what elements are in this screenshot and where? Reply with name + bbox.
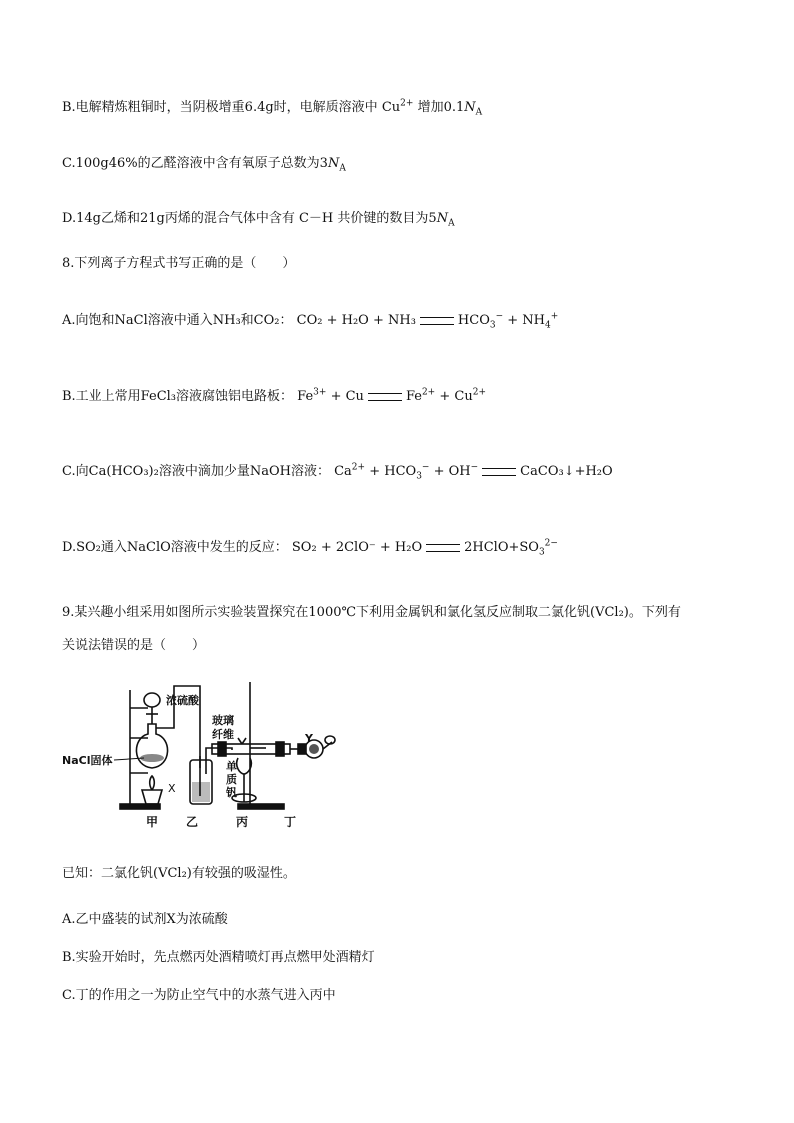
q8-option-c — [62, 462, 613, 482]
q7-option-d-unit: N — [436, 211, 449, 226]
q8-option-a-rhs-1-sub: 3 — [489, 320, 496, 331]
q8-option-d-rhs-1-sub: 3 — [538, 547, 545, 558]
q8-option-d-lhs: SO₂ + 2ClO⁻ + H₂O — [291, 540, 423, 555]
label-glass-fiber-line-1: 玻璃 — [212, 714, 234, 727]
q9-stem-line-2: 关说法错误的是（ ） — [62, 638, 206, 653]
q7-option-c-text: C.100g46%的乙醛溶液中含有氧原子总数为 — [62, 156, 320, 171]
q7-option-b-suffix: 增加0.1 — [417, 100, 465, 115]
label-vanadium-line-2: 质 — [226, 773, 237, 786]
label-reagent-x: X — [168, 782, 176, 795]
q8-option-c-rhs: CaCO₃↓+H₂O — [520, 464, 613, 479]
q8-option-a-lhs: CO₂ + H₂O + NH₃ — [296, 313, 416, 328]
q8-option-c-lhs-3: + OH — [429, 464, 471, 479]
q8-option-d-text: D.SO₂通入NaClO溶液中发生的反应： — [62, 540, 288, 555]
q8-option-b-rhs-2-sup: 2+ — [472, 387, 486, 398]
q9-option-a: A.乙中盛装的试剂X为浓硫酸 — [62, 912, 228, 927]
q7-option-c-unit-sub: A — [339, 163, 346, 174]
q8-option-d-rhs-1: 2HClO+SO — [464, 540, 539, 555]
q7-option-d-mid: 共价键的数目为 — [337, 211, 429, 226]
equals-sign-icon — [482, 468, 516, 476]
q8-option-c-lhs-2: + HCO — [365, 464, 417, 479]
label-nacl-solid: NaCl固体 — [62, 754, 113, 767]
q9-option-b: B.实验开始时，先点燃丙处酒精喷灯再点燃甲处酒精灯 — [62, 950, 375, 965]
equals-sign-icon — [420, 317, 454, 325]
q8-option-a-rhs-2-sup: + — [550, 311, 559, 322]
label-vanadium-line-3: 钒 — [226, 786, 237, 799]
q8-option-c-lhs-1-sup: 2+ — [351, 462, 366, 473]
q8-option-c-lhs-3-sup: − — [470, 462, 479, 473]
q9-stem-line-1: 9.某兴趣小组采用如图所示实验装置探究在1000℃下利用金属钒和氯化氢反应制取二氯化钒(VCl₂)。下列有 — [62, 605, 681, 620]
q8-option-b-lhs-2: + Cu — [326, 389, 364, 404]
label-glass-fiber-line-2: 纤维 — [212, 728, 234, 741]
q8-option-a — [62, 311, 558, 331]
q8-option-a-rhs-2-sub: 4 — [545, 320, 551, 331]
q8-option-b-rhs-2: + Cu — [435, 389, 473, 404]
q7-option-b-unit-sub: A — [475, 107, 483, 118]
q8-option-d — [62, 538, 558, 558]
q8-option-c-lhs-2-sub: 3 — [416, 471, 422, 482]
label-concentrated-sulfuric-acid: 浓硫酸 — [166, 694, 199, 707]
q7-option-d-bond: C－H — [298, 211, 334, 226]
apparatus-diagram — [62, 678, 342, 838]
q7-option-b-text: B.电解精炼粗铜时，当阴极增重6.4g时，电解质溶液中 — [62, 100, 378, 115]
q7-option-d-num: 5 — [428, 211, 437, 226]
label-yi: 乙 — [186, 815, 199, 829]
q8-option-b-rhs-1-sup: 2+ — [421, 387, 436, 398]
q8-option-a-rhs-1-sup: − — [495, 311, 504, 322]
equals-sign-icon — [426, 544, 460, 552]
q8-option-a-text: A.向饱和NaCl溶液中通入NH₃和CO₂： — [62, 313, 293, 328]
q7-option-d-text: D.14g乙烯和21g丙烯的混合气体中含有 — [62, 211, 295, 226]
label-vanadium-line-1: 单 — [226, 760, 237, 773]
q8-option-a-rhs-1: HCO — [457, 313, 490, 328]
q8-stem: 8.下列离子方程式书写正确的是（ ） — [62, 256, 296, 271]
q8-option-c-lhs-2-sup: − — [421, 462, 430, 473]
q8-option-b-lhs-1: Fe — [297, 389, 314, 404]
q8-option-b — [62, 387, 486, 407]
q8-option-b-text: B.工业上常用FeCl₃溶液腐蚀铝电路板： — [62, 389, 294, 404]
q8-option-c-lhs-1: Ca — [334, 464, 352, 479]
q7-option-d — [62, 209, 455, 229]
label-ding: 丁 — [284, 815, 297, 829]
q8-option-c-text: C.向Ca(HCO₃)₂溶液中滴加少量NaOH溶液： — [62, 464, 330, 479]
q7-option-c-num: 3 — [319, 156, 328, 171]
q8-option-b-lhs-1-sup: 3+ — [313, 387, 327, 398]
equals-sign-icon — [368, 393, 402, 401]
q7-option-d-unit-sub: A — [448, 218, 455, 229]
q7-option-c — [62, 154, 346, 174]
q7-option-c-unit: N — [327, 156, 340, 171]
label-jia: 甲 — [146, 815, 159, 829]
q8-option-b-rhs-1: Fe — [405, 389, 422, 404]
q9-option-c: C.丁的作用之一为防止空气中的水蒸气进入丙中 — [62, 988, 336, 1003]
label-reagent-y: Y — [305, 732, 313, 745]
q7-option-b-ion: Cu — [381, 100, 401, 115]
label-bing: 丙 — [236, 815, 249, 829]
q8-option-d-rhs-1-sup: 2− — [544, 538, 558, 549]
q7-option-b — [62, 98, 482, 118]
q9-known-info: 已知：二氯化钒(VCl₂)有较强的吸湿性。 — [62, 866, 296, 881]
q7-option-b-charge: 2+ — [400, 98, 414, 109]
q8-option-a-rhs-2: + NH — [503, 313, 546, 328]
q7-option-b-unit: N — [464, 100, 476, 115]
